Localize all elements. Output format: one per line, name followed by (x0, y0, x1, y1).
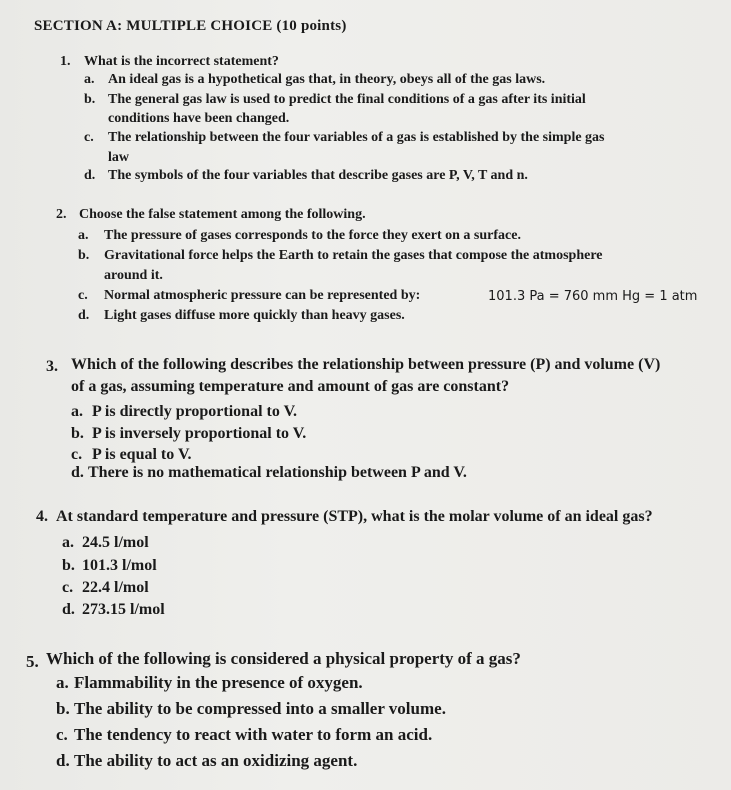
option-letter: c. (84, 130, 94, 145)
question-stem: At standard temperature and pressure (STP), what is the molar volume of an ideal gas? (56, 508, 653, 525)
option-text-continued: law (108, 150, 129, 165)
option-letter: d. (62, 601, 75, 618)
option-text-continued: around it. (104, 268, 163, 283)
option-text: The ability to act as an oxidizing agent. (74, 751, 358, 770)
option-text: P is inversely proportional to V. (92, 425, 307, 442)
option-text: 24.5 l/mol (82, 534, 149, 551)
option-text: The pressure of gases corresponds to the force they exert on a surface. (104, 228, 521, 243)
option-text: P is equal to V. (92, 446, 192, 463)
option-letter: b. (78, 248, 90, 263)
question-number: 5. (26, 652, 39, 671)
section-heading: SECTION A: MULTIPLE CHOICE (10 points) (34, 18, 347, 34)
question-number: 2. (56, 207, 67, 222)
pressure-equivalence: 101.3 Pa = 760 mm Hg = 1 atm (488, 289, 698, 304)
option-letter: b. (62, 557, 75, 574)
option-letter: d. (78, 308, 90, 323)
option-letter: b. (84, 92, 96, 107)
option-text: Flammability in the presence of oxygen. (74, 673, 363, 692)
question-stem: Choose the false statement among the following. (79, 207, 366, 222)
option-letter: c. (56, 725, 68, 744)
question-number: 3. (46, 358, 58, 375)
option-letter: a. (71, 403, 83, 420)
option-letter: c. (78, 288, 88, 303)
option-text: The general gas law is used to predict the final conditions of a gas after its initial (108, 92, 586, 107)
option-text: 273.15 l/mol (82, 601, 165, 618)
question-stem: What is the incorrect statement? (84, 54, 279, 69)
option-letter: a. (56, 673, 69, 692)
option-letter: d. (56, 751, 70, 770)
option-text: The tendency to react with water to form an acid. (74, 725, 433, 744)
option-letter: b. (56, 699, 70, 718)
option-text: There is no mathematical relationship between P and V. (88, 464, 467, 481)
option-text: Normal atmospheric pressure can be represented by: (104, 288, 421, 303)
option-letter: c. (62, 579, 74, 596)
option-letter: a. (78, 228, 89, 243)
option-letter: d. (84, 168, 96, 183)
option-letter: d. (71, 464, 84, 481)
option-text: An ideal gas is a hypothetical gas that, in theory, obeys all of the gas laws. (108, 72, 546, 87)
question-number: 4. (36, 508, 48, 525)
option-text: 101.3 l/mol (82, 557, 157, 574)
option-letter: c. (71, 446, 83, 463)
option-text: The ability to be compressed into a smaller volume. (74, 699, 446, 718)
option-text: 22.4 l/mol (82, 579, 149, 596)
option-text-continued: conditions have been changed. (108, 111, 290, 126)
option-text: The relationship between the four variables of a gas is established by the simple gas (108, 130, 605, 145)
question-stem: Which of the following describes the relationship between pressure (P) and volume (V) (71, 356, 661, 373)
option-text: The symbols of the four variables that describe gases are P, V, T and n. (108, 168, 528, 183)
question-stem: Which of the following is considered a physical property of a gas? (46, 649, 521, 668)
question-number: 1. (60, 54, 71, 69)
question-stem-continued: of a gas, assuming temperature and amount of gas are constant? (71, 378, 510, 395)
option-letter: b. (71, 425, 84, 442)
option-text: Light gases diffuse more quickly than heavy gases. (104, 308, 405, 323)
option-text: Gravitational force helps the Earth to retain the gases that compose the atmosphere (104, 248, 603, 263)
option-letter: a. (84, 72, 95, 87)
option-text: P is directly proportional to V. (92, 403, 298, 420)
option-letter: a. (62, 534, 74, 551)
